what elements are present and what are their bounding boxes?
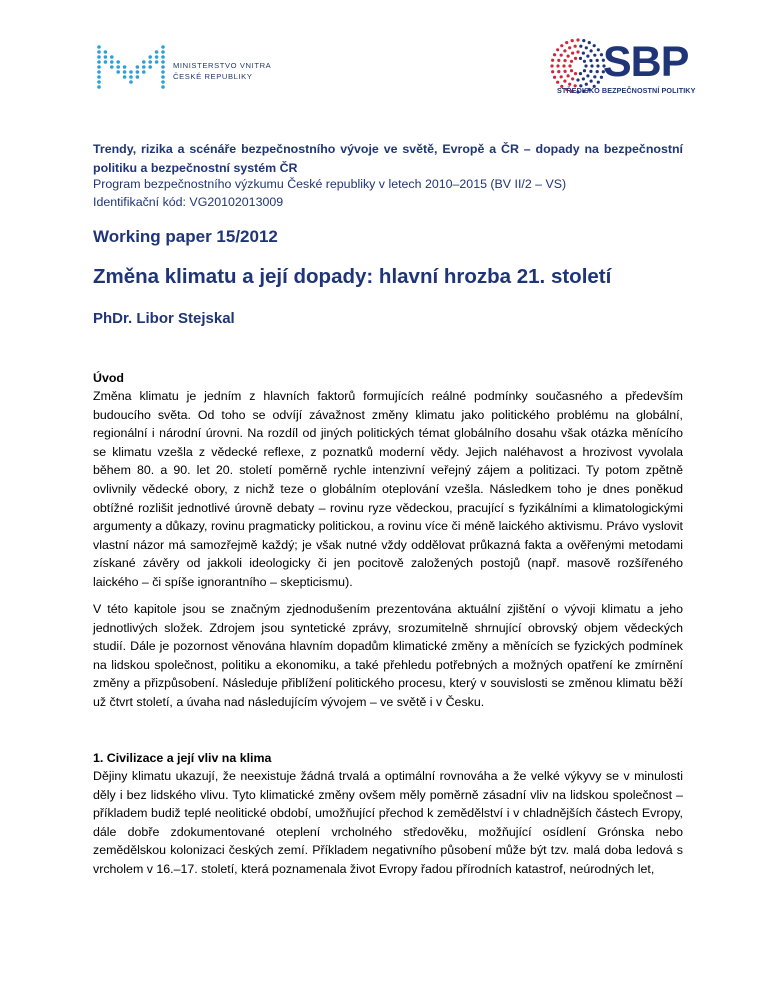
emblem-dot [563, 59, 566, 62]
logo-dot [161, 85, 165, 89]
logo-dot [97, 85, 101, 89]
emblem-dot [563, 80, 566, 83]
emblem-dot [570, 60, 573, 63]
emblem-dot [563, 49, 566, 52]
emblem-dot [589, 70, 592, 73]
emblem-dot [596, 70, 599, 73]
emblem-dot [579, 45, 582, 48]
ministry-name-line2: ČESKÉ REPUBLIKY [173, 72, 253, 81]
logo-dot [104, 50, 108, 54]
project-id: Identifikační kód: VG20102013009 [93, 195, 284, 209]
logo-dot [129, 75, 133, 79]
emblem-dot [589, 59, 592, 62]
emblem-dot [551, 59, 554, 62]
logo-dot [97, 80, 101, 84]
emblem-dot [574, 72, 577, 75]
emblem-dot [556, 81, 559, 84]
logo-dot [116, 70, 120, 74]
logo-dot [116, 65, 120, 69]
emblem-dot [593, 75, 596, 78]
emblem-dot [553, 53, 556, 56]
ministry-name-line1: MINISTERSTVO VNITRA [173, 61, 272, 70]
emblem-dot [574, 57, 577, 60]
emblem-dot [588, 41, 591, 44]
emblem-dot [568, 64, 571, 67]
paper-title: Změna klimatu a její dopady: hlavní hrozba 21. století [93, 265, 612, 288]
emblem-dot [576, 38, 579, 41]
emblem-dot [593, 44, 596, 47]
logo-dot [142, 60, 146, 64]
logo-dot [161, 45, 165, 49]
logo-dot [155, 50, 159, 54]
emblem-dot [579, 57, 582, 60]
intro-paragraph-1: Změna klimatu je jedním z hlavních faktorů formujících reálné podmínky současného a především budoucího světa. Od toho se odvíjí závažnost změny klimatu jako politického problému na globální, regionální i národní úrovni. Na rozdíl od jiných politických témat globálního dosahu však otázka měnícího se klimatu vzešla z vědecké reflexe, z poznatků moderní vědy. Jejich naléhavost a hrozivost vyvolala během 80. a 90. let 20. století poměrně rychle intenzivní veřejný zájem a politizaci. Ty potom zpětně ovlivnily vědecké obory, z nichž teze o globálním oteplování vzešla. Následkem toho je dnes poněkud obtížné rozlišit jednotlivé úrovně debaty – rovinu ryze vědeckou, pracující s fyzikálními a klimatologickými argumenty a důkazy, rovinu pragmaticky politickou, a rovinu více či méně laického aktivismu. Právo vyslovit vlastní názor má samozřejmě každý; je však nutné vždy oddělovat průkazná fakta a ověřenými metodami získané závěry od jakkoli ideologicky či jen pocitově založených postojů (např. masově rozšířeného laického – či spíše ignorantního – skepticismu). [93, 389, 683, 589]
emblem-dot [556, 64, 559, 67]
emblem-dot [571, 77, 574, 80]
emblem-dot [596, 64, 599, 67]
emblem-dot [553, 76, 556, 79]
emblem-dot [589, 80, 592, 83]
emblem-dot [551, 70, 554, 73]
emblem-dot [586, 74, 589, 77]
logo-dot [161, 70, 165, 74]
logo-dot [136, 75, 140, 79]
logo-dot [161, 80, 165, 84]
emblem-dot [576, 50, 579, 53]
emblem-dot [593, 54, 596, 57]
emblem-dot [582, 51, 585, 54]
logo-dot [142, 70, 146, 74]
sbp-acronym: SBP [603, 38, 689, 86]
logo-dot [161, 65, 165, 69]
working-paper-label: Working paper 15/2012 [93, 227, 278, 246]
emblem-dot [597, 48, 600, 51]
logo-dot [123, 75, 127, 79]
logo-dot [155, 55, 159, 59]
emblem-dot [579, 72, 582, 75]
emblem-dot [556, 48, 559, 51]
logo-dot [110, 60, 114, 64]
emblem-dot [562, 64, 565, 67]
emblem-dot [567, 55, 570, 58]
intro-heading: Úvod [93, 371, 124, 385]
logo-dot [136, 70, 140, 74]
logo-dot [161, 60, 165, 64]
logo-dot [142, 65, 146, 69]
logo-dot [104, 55, 108, 59]
logo-dot [97, 50, 101, 54]
logo-dot [97, 65, 101, 69]
sbp-full-name: STŘEDISKO BEZPEČNOSTNÍ POLITIKY [557, 86, 696, 95]
emblem-dot [557, 59, 560, 62]
emblem-dot [584, 64, 587, 67]
section-1-paragraph-1: Dějiny klimatu ukazují, že neexistuje žádná trvalá a optimální rovnováha a že velké výkyvy se v minulosti děly i bez lidského vlivu. Tyto klimatické změny ovšem měly poměrně zásadní vliv na lidskou společnost – příkladem budiž teplé neolitické období, umožňující přechod k zemědělství i v chladnějších částech Evropy, dále dobře zdokumentované oteplení vrcholného středověku, možňující osídlení Grónska nebo zemědělskou kolonizaci českých zemí. Příkladem negativního působení může být tzv. malá doba ledová s vrcholem v 16.–17. století, která poznamenala život Evropy řadou přírodních katastrof, neúrodných let, [93, 769, 683, 876]
logo-dot [123, 65, 127, 69]
logo-dot [148, 65, 152, 69]
emblem-dot [568, 46, 571, 49]
logo-dot [161, 55, 165, 59]
emblem-dot [574, 45, 577, 48]
logo-dot [97, 75, 101, 79]
emblem-dot [597, 81, 600, 84]
emblem-dot [590, 64, 593, 67]
logo-dot [97, 55, 101, 59]
emblem-dot [560, 44, 563, 47]
emblem-dot [563, 70, 566, 73]
logo-dot [110, 65, 114, 69]
emblem-dot [565, 41, 568, 44]
emblem-dot [596, 59, 599, 62]
emblem-dot [582, 77, 585, 80]
logo-dot [136, 65, 140, 69]
logo-dot [97, 60, 101, 64]
project-title: Trendy, rizika a scénáře bezpečnostního vývoje ve světě, Evropě a ČR – dopady na bezpečnostní politiku a bezpečnostní systém ČR [93, 142, 683, 175]
emblem-dot [567, 74, 570, 77]
emblem-dot [589, 49, 592, 52]
logo-dot [148, 60, 152, 64]
emblem-dot [557, 70, 560, 73]
emblem-dot [586, 55, 589, 58]
logo-dot [116, 60, 120, 64]
logo-dot [104, 60, 108, 64]
emblem-dot [583, 60, 586, 63]
emblem-dot [571, 39, 574, 42]
emblem-dot [576, 78, 579, 81]
intro-paragraph-2: V této kapitole jsou se značným zjednodušením prezentována aktuální zjištění o vývoji klimatu a jeho jednotlivých složek. Zdrojem jsou syntetické zprávy, srozumitelně shrnující obrovský objem vědeckých studií. Dále je pozornost věnována hlavním dopadům klimatické změny a měnících se fyzických podmínek na lidskou společnost, politiku a ekonomiku, a také přehledu potřebných a možných opatření ke zmírnění změny a přizpůsobení. Následuje přiblížení politického procesu, který v souvislosti se změnou klimatu běží už čtvrt století, a úvaha nad následujícím vývojem – ve světě i v Česku. [93, 602, 683, 709]
logo-dot [148, 55, 152, 59]
logo-dot [155, 60, 159, 64]
emblem-dot [583, 69, 586, 72]
logo-dot [161, 75, 165, 79]
emblem-dot [560, 75, 563, 78]
logo-dot [129, 70, 133, 74]
logo-dot [129, 80, 133, 84]
logo-dot [97, 70, 101, 74]
emblem-dot [550, 64, 553, 67]
emblem-dot [570, 69, 573, 72]
logo-dot [161, 50, 165, 54]
ministry-name [173, 60, 271, 82]
emblem-dot [582, 39, 585, 42]
emblem-dot [585, 46, 588, 49]
logo-dot [123, 70, 127, 74]
project-program: Program bezpečnostního výzkumu České republiky v letech 2010–2015 (BV II/2 – VS) [93, 177, 567, 191]
emblem-dot [560, 54, 563, 57]
emblem-dot [571, 51, 574, 54]
logo-dot [110, 55, 114, 59]
author: PhDr. Libor Stejskal [93, 310, 235, 327]
section-1-heading: 1. Civilizace a její vliv na klima [93, 751, 272, 765]
logo-dot [97, 45, 101, 49]
